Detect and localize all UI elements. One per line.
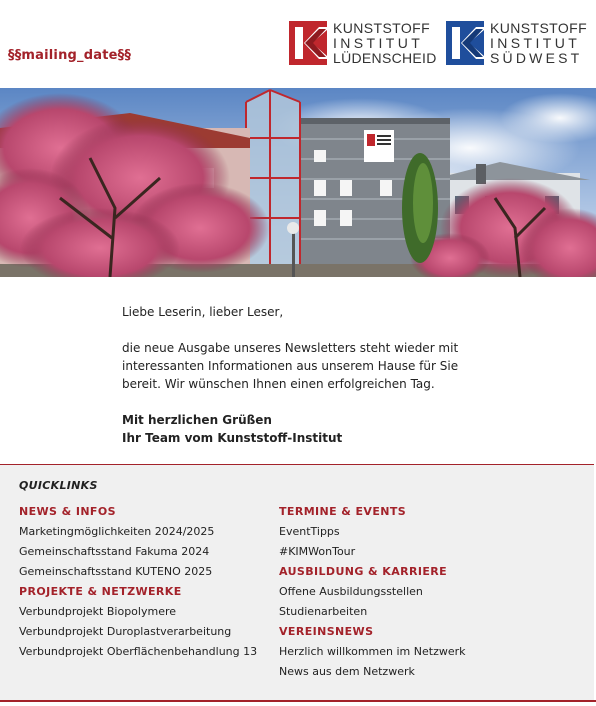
logo-text-luedenscheid [333,21,437,66]
closing-line-2: Ihr Team vom Kunststoff-Institut [122,431,343,445]
logo-k-mark-red-icon [289,21,327,65]
link-gemeinschaftsstand-kuteno[interactable]: Gemeinschaftsstand KUTENO 2025 [19,565,213,578]
link-herzlich-willkommen[interactable]: Herzlich willkommen im Netzwerk [279,645,466,658]
quicklinks-left-column [19,505,257,665]
link-studienarbeiten[interactable]: Studienarbeiten [279,605,368,618]
logo-line-2: INSTITUT [333,34,424,51]
intro-letter [122,303,482,447]
quicklinks-panel [0,464,594,701]
link-offene-ausbildungsstellen[interactable]: Offene Ausbildungsstellen [279,585,423,598]
footer-divider [0,700,596,702]
link-marketingmoeglichkeiten[interactable]: Marketingmöglichkeiten 2024/2025 [19,525,215,538]
newsletter-header [0,0,596,88]
section-heading-ausbildung-karriere[interactable]: AUSBILDUNG & KARRIERE [279,565,448,578]
greeting: Liebe Leserin, lieber Leser, [122,305,284,319]
logo-kunststoff-institut-luedenscheid[interactable] [289,20,437,66]
closing-line-1: Mit herzlichen Grüßen [122,413,272,427]
logo-line-1: KUNSTSTOFF [333,19,431,36]
logo-k-mark-blue-icon [446,21,484,65]
logo-line-1: KUNSTSTOFF [490,19,588,36]
logo-line-2: INSTITUT [490,34,581,51]
intro-body: die neue Ausgabe unseres Newsletters steht wieder mit interessanten Informationen aus unserem Hause für Sie bereit. Wir wünschen Ihnen einen erfolgreichen Tag. [122,341,459,391]
link-verbundprojekt-oberflaeche[interactable]: Verbundprojekt Oberflächenbehandlung 13 [19,645,258,658]
logo-line-3: LÜDENSCHEID [333,49,437,66]
link-verbundprojekt-duroplast[interactable]: Verbundprojekt Duroplastverarbeitung [19,625,232,638]
link-kimwontour[interactable]: #KIMWonTour [279,545,356,558]
link-gemeinschaftsstand-fakuma[interactable]: Gemeinschaftsstand Fakuma 2024 [19,545,210,558]
logo-kunststoff-institut-suedwest[interactable] [446,20,587,66]
hero-building-photo [0,88,596,277]
section-heading-vereinsnews[interactable]: VEREINSNEWS [279,625,374,638]
section-heading-projekte-netzwerke[interactable]: PROJEKTE & NETZWERKE [19,585,182,598]
mailing-date-placeholder: §§mailing_date§§ [8,48,132,63]
link-eventtipps[interactable]: EventTipps [279,525,340,538]
logo-text-suedwest [490,21,587,66]
link-news-aus-dem-netzwerk[interactable]: News aus dem Netzwerk [279,665,415,678]
section-heading-termine-events[interactable]: TERMINE & EVENTS [279,505,407,518]
logo-line-3: SÜDWEST [490,49,583,66]
link-verbundprojekt-biopolymere[interactable]: Verbundprojekt Biopolymere [19,605,177,618]
quicklinks-title: QUICKLINKS [19,479,98,492]
quicklinks-right-column [279,505,466,685]
section-heading-news-infos[interactable]: NEWS & INFOS [19,505,116,518]
